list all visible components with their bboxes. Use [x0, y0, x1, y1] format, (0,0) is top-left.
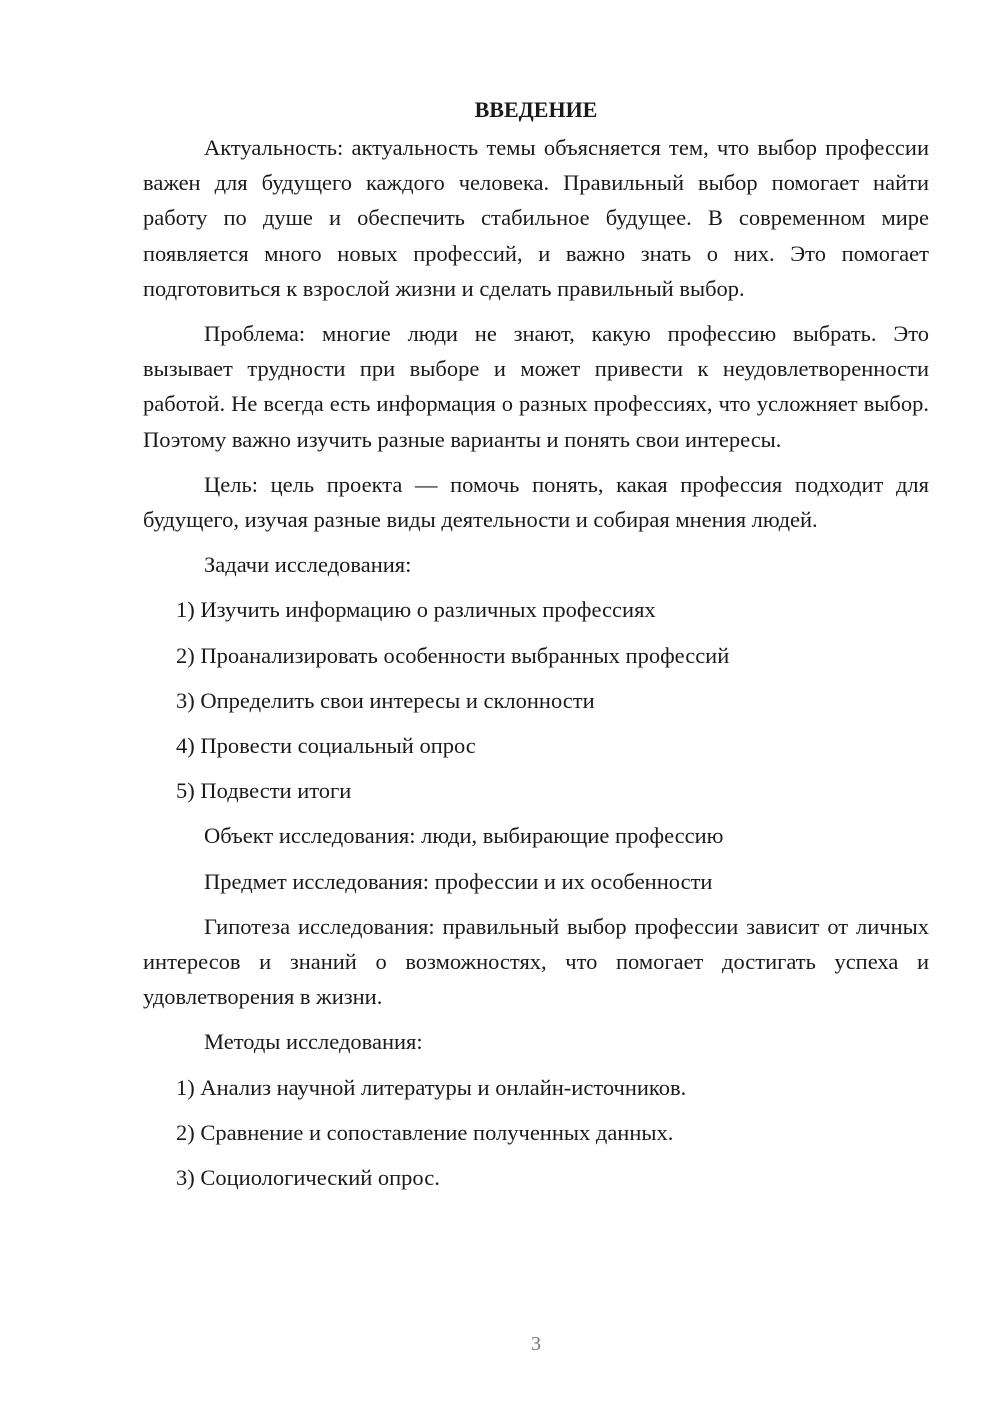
- task-item: 4) Провести социальный опрос: [176, 733, 476, 759]
- task-item: 2) Проанализировать особенности выбранных профессий: [176, 642, 730, 668]
- hypothesis-paragraph: Гипотеза исследования: правильный выбор профессии зависит от личных интересов и знаний о возможностях, что помогает достигать успеха и удовлетворения в жизни.: [143, 913, 929, 1010]
- task-item: 3) Определить свои интересы и склонности: [176, 687, 595, 713]
- method-item: 2) Сравнение и сопоставление полученных данных.: [176, 1119, 674, 1145]
- task-item: 1) Изучить информацию о различных профессиях: [176, 597, 656, 623]
- tasks-heading: Задачи исследования:: [204, 552, 412, 578]
- method-item: 3) Социологический опрос.: [176, 1165, 440, 1191]
- subject-paragraph: Предмет исследования: профессии и их особенности: [204, 868, 713, 894]
- goal-paragraph: Цель: цель проекта — помочь понять, какая профессия подходит для будущего, изучая разные виды деятельности и собирая мнения людей.: [143, 471, 929, 533]
- document-page: [143, 94, 929, 1205]
- page-title: ВВЕДЕНИЕ: [474, 97, 598, 122]
- methods-heading: Методы исследования:: [204, 1029, 423, 1055]
- tasks-list: [143, 592, 929, 808]
- problem-paragraph: Проблема: многие люди не знают, какую профессию выбрать. Это вызывает трудности при выборе и может привести к неудовлетворенности работой. Не всегда есть информация о разных профессиях, что усложняет выбор. Поэтому важно изучить разные варианты и понять свои интересы.: [143, 321, 929, 452]
- object-paragraph: Объект исследования: люди, выбирающие профессию: [204, 823, 724, 849]
- method-item: 1) Анализ научной литературы и онлайн-источников.: [176, 1074, 687, 1100]
- page-number: 3: [531, 1333, 541, 1355]
- relevance-paragraph: Актуальность: актуальность темы объясняется тем, что выбор профессии важен для будущего каждого человека. Правильный выбор помогает найти работу по душе и обеспечить стабильное будущее. В современном мире появляется много новых профессий, и важно знать о них. Это помогает подготовиться к взрослой жизни и сделать правильный выбор.: [143, 135, 929, 301]
- methods-list: [143, 1070, 929, 1196]
- task-item: 5) Подвести итоги: [176, 778, 352, 804]
